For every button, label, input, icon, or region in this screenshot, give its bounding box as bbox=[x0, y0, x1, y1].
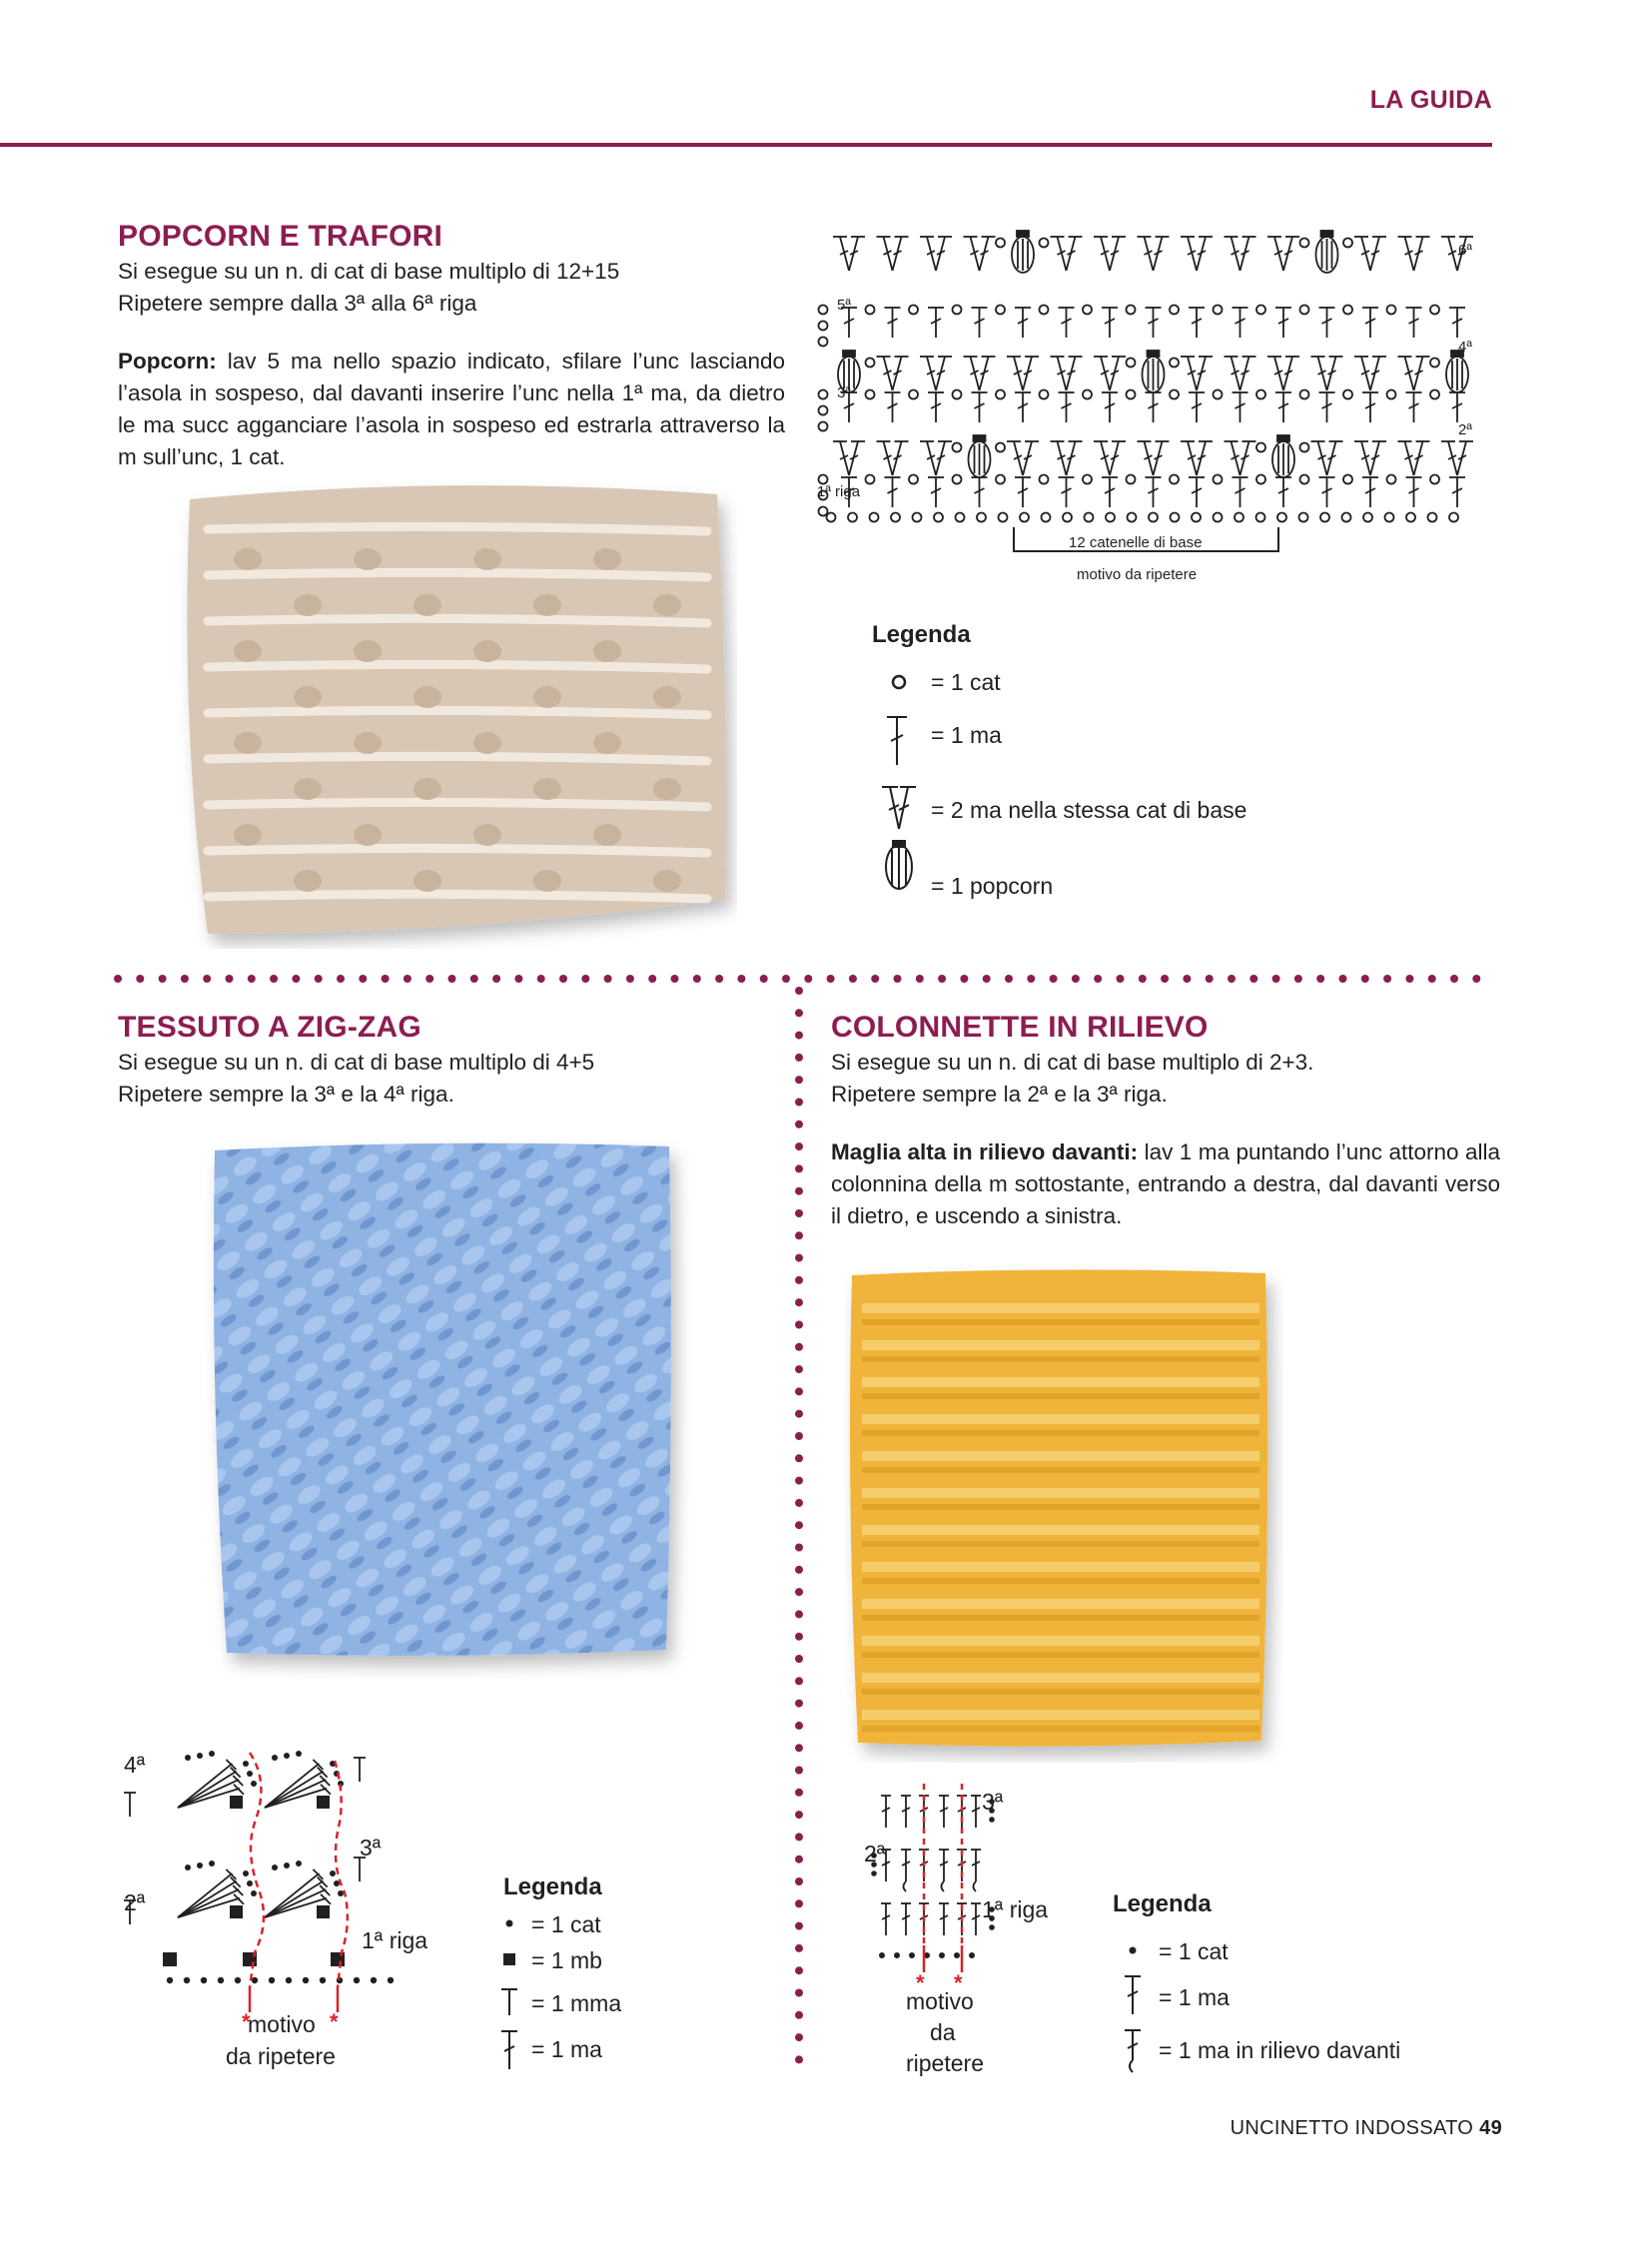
section-title-colonnette: COLONNETTE IN RILIEVO bbox=[831, 1011, 1209, 1044]
term-label: Maglia alta in rilievo davanti: bbox=[831, 1139, 1139, 1164]
chart-row-label: 1ª riga bbox=[362, 1927, 428, 1953]
intro-colonnette bbox=[831, 1047, 1500, 1111]
intro-line: Ripetere sempre la 2ª e la 3ª riga. bbox=[831, 1082, 1168, 1107]
double-crochet-icon bbox=[501, 2031, 517, 2069]
chart-row-label: 3ª bbox=[837, 384, 851, 401]
legend-item: = 2 ma nella stessa cat di base bbox=[931, 797, 1247, 823]
chart-row-label: 1ª riga bbox=[982, 1896, 1049, 1922]
double-crochet-icon bbox=[887, 717, 907, 765]
intro-line: Si esegue su un n. di cat di base multiplo di 2+3. bbox=[831, 1050, 1314, 1075]
legend-item: = 1 mb bbox=[531, 1947, 602, 1973]
svg-text:*: * bbox=[916, 1970, 925, 1995]
legend-item: = 1 mma bbox=[531, 1990, 622, 2016]
colonnette-chart bbox=[854, 1778, 1054, 2087]
legend-item: = 1 popcorn bbox=[931, 873, 1054, 899]
legend-title: Legenda bbox=[872, 621, 971, 648]
chart-row-label: 2ª bbox=[1458, 421, 1472, 438]
chain-icon bbox=[1130, 1947, 1137, 1954]
repeat-label: ripetere bbox=[906, 2050, 984, 2076]
intro-line: Si esegue su un n. di cat di base multiplo di 4+5 bbox=[118, 1050, 595, 1075]
intro-zigzag bbox=[118, 1047, 797, 1111]
legend-item: = 1 ma bbox=[531, 2036, 602, 2062]
legend-item: = 1 ma bbox=[1159, 1984, 1230, 2010]
section-title-zigzag: TESSUTO A ZIG-ZAG bbox=[118, 1011, 421, 1044]
legend-title: Legenda bbox=[1113, 1890, 1212, 1917]
repeat-label: motivo bbox=[248, 2011, 316, 2037]
term-label: Popcorn: bbox=[118, 349, 217, 374]
zigzag-swatch-photo bbox=[205, 1138, 694, 1678]
popcorn-icon bbox=[886, 841, 912, 889]
page-footer bbox=[1231, 2117, 1502, 2140]
intro-line: Ripetere sempre dalla 3ª alla 6ª riga bbox=[118, 291, 477, 316]
half-double-icon bbox=[501, 1989, 517, 2015]
term-description: lav 5 ma nello spazio indicato, sfilare l’unc lasciando l’asola in sospeso, dal davanti inserire l’unc nella 1ª ma, da dietro le ma succ agganciare l’asola in sospeso ed estrarla attraverso la m sull’unc, 1 cat. bbox=[118, 349, 785, 469]
svg-text:*: * bbox=[242, 2009, 251, 2034]
legend-item: = 1 ma in rilievo davanti bbox=[1159, 2037, 1401, 2063]
chart-row-label: 3ª bbox=[982, 1789, 1004, 1815]
section-title-popcorn: POPCORN E TRAFORI bbox=[118, 220, 443, 253]
legend-symbols bbox=[1119, 1932, 1159, 2082]
single-crochet-icon bbox=[503, 1953, 515, 1965]
popcorn-chart bbox=[809, 210, 1488, 594]
chart-row-label: 5ª bbox=[837, 297, 851, 314]
legend-item: = 1 ma bbox=[931, 722, 1002, 748]
base-chain-label: 12 catenelle di base bbox=[1069, 534, 1203, 551]
legend-item: = 1 cat bbox=[531, 1911, 601, 1937]
popcorn-swatch-photo bbox=[178, 479, 737, 949]
repeat-label: motivo bbox=[906, 1988, 974, 2014]
intro-line: Si esegue su un n. di cat di base multiplo di 12+15 bbox=[118, 259, 620, 284]
legend-symbols bbox=[879, 667, 939, 927]
legend-title: Legenda bbox=[503, 1873, 602, 1900]
page-number: 49 bbox=[1479, 2117, 1502, 2139]
chart-row-label: 2ª bbox=[864, 1841, 886, 1867]
zigzag-chart bbox=[120, 1733, 449, 2072]
chart-row-label: 4ª bbox=[1458, 339, 1472, 356]
double-crochet-icon bbox=[1125, 1976, 1141, 2014]
v-stitch-icon bbox=[882, 787, 916, 829]
intro-popcorn bbox=[118, 256, 797, 320]
colonnette-swatch-photo bbox=[844, 1263, 1283, 1763]
chain-icon bbox=[506, 1920, 513, 1927]
magazine-name: UNCINETTO INDOSSATO bbox=[1230, 2117, 1474, 2139]
chart-row-label: 4ª bbox=[124, 1752, 146, 1778]
svg-text:*: * bbox=[330, 2009, 339, 2034]
popcorn-description bbox=[118, 346, 785, 473]
chart-row-label: 1ª riga bbox=[817, 483, 861, 500]
raised-stitch-description bbox=[831, 1136, 1500, 1232]
repeat-label: da bbox=[930, 2019, 956, 2045]
chart-row-label: 3ª bbox=[360, 1835, 382, 1861]
svg-text:*: * bbox=[954, 1970, 963, 1995]
chain-icon bbox=[893, 676, 905, 688]
raised-double-crochet-icon bbox=[1125, 2030, 1141, 2072]
term-description: lav 1 ma puntando l’unc attorno alla colonnina della m sottostante, entrando a destra, dal davanti verso il dietro, e uscendo a sinistra. bbox=[831, 1139, 1500, 1228]
intro-line: Ripetere sempre la 3ª e la 4ª riga. bbox=[118, 1082, 454, 1107]
chart-row-label: 2ª bbox=[124, 1889, 146, 1915]
chart-row-label: 6ª bbox=[1458, 242, 1472, 259]
repeat-label: motivo da ripetere bbox=[1077, 566, 1198, 583]
section-tag: LA GUIDA bbox=[1369, 86, 1492, 114]
repeat-label: da ripetere bbox=[226, 2043, 336, 2069]
header-rule bbox=[0, 143, 1492, 147]
legend-item: = 1 cat bbox=[931, 669, 1001, 695]
legend-item: = 1 cat bbox=[1159, 1938, 1229, 1964]
